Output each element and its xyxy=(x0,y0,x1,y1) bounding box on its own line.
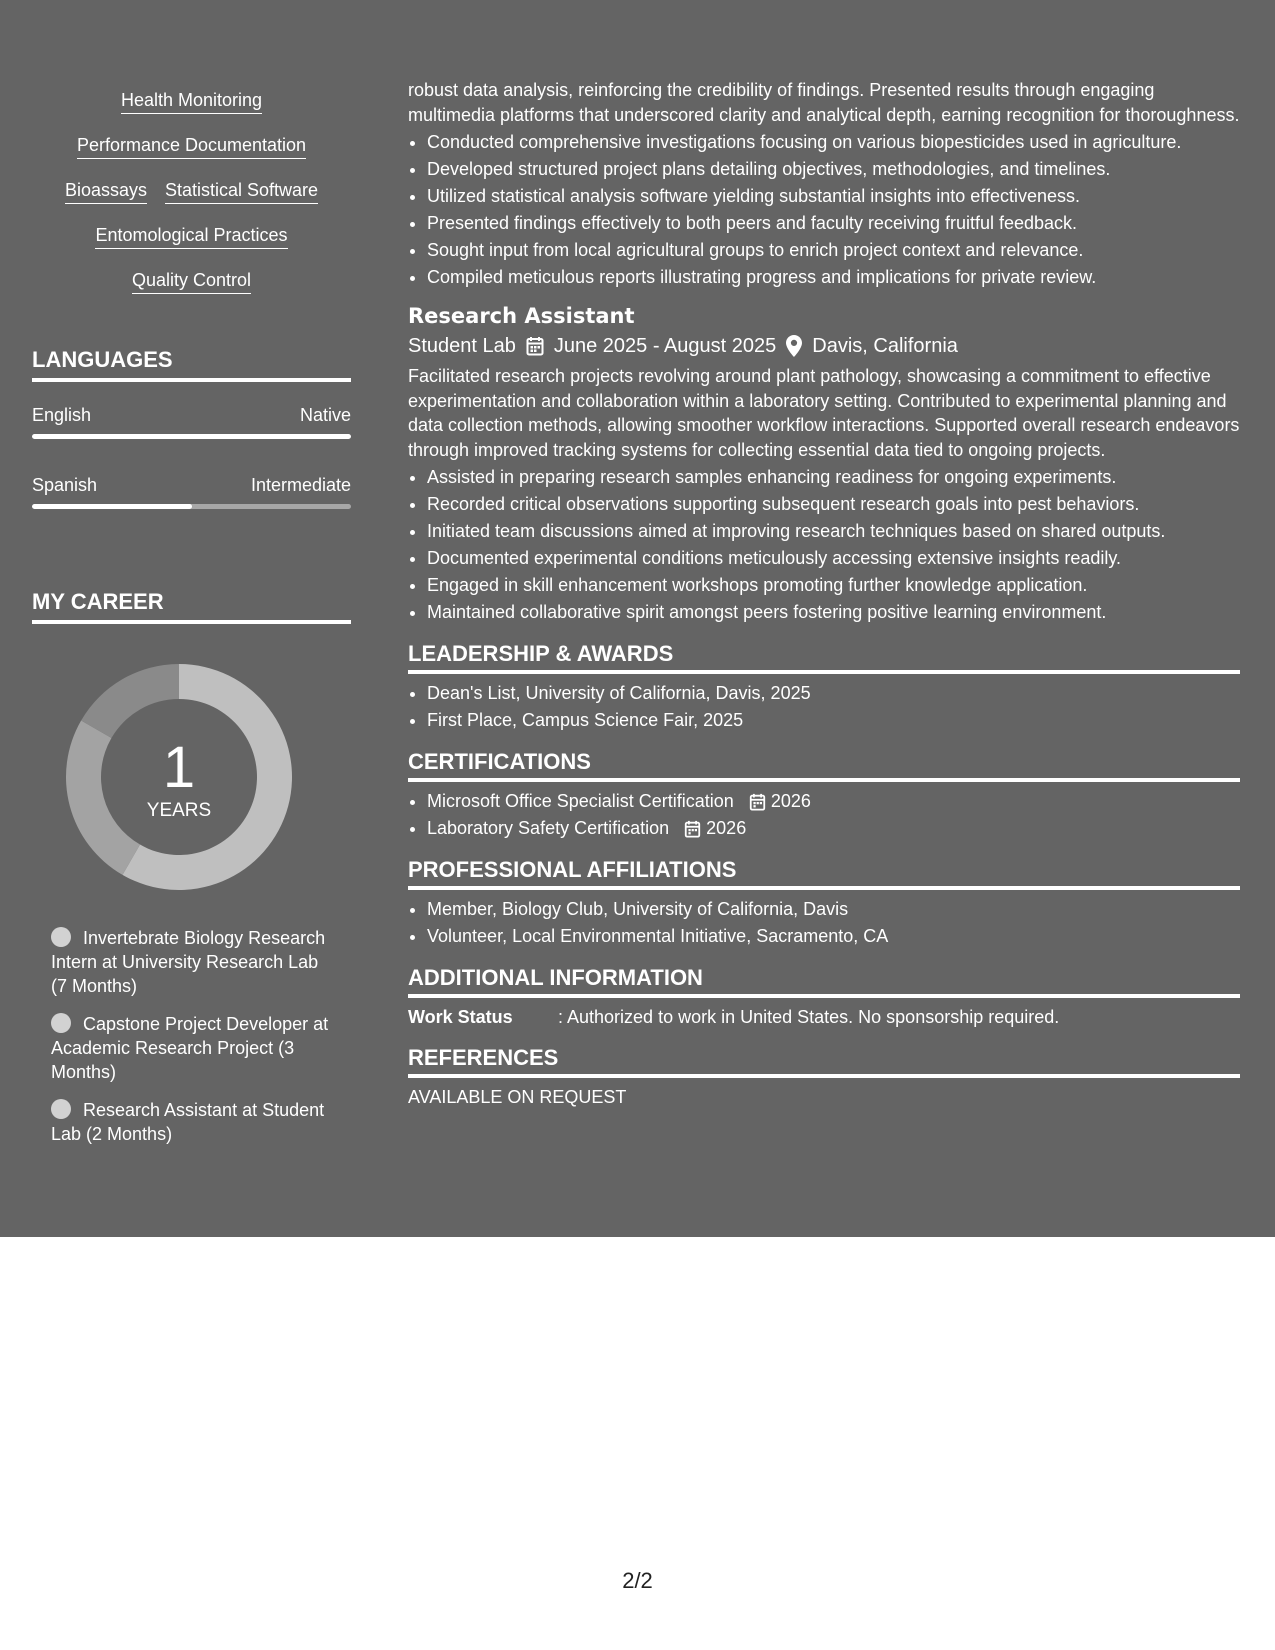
bullet-item: • Member, Biology Club, University of California, Davis xyxy=(427,896,1240,923)
certifications-list xyxy=(408,788,1240,842)
bullet-item: • Presented findings effectively to both peers and faculty receiving fruitful feedback. xyxy=(427,210,1240,237)
certification-item xyxy=(427,788,1240,815)
career-legend-item xyxy=(51,926,331,998)
legend-dot-icon xyxy=(51,927,71,947)
language-bar-english xyxy=(32,434,351,439)
bullet-item: • Compiled meticulous reports illustrating progress and implications for private review. xyxy=(427,264,1240,291)
work-status-label: Work Status xyxy=(408,1007,513,1027)
calendar-icon xyxy=(749,793,766,811)
location-pin-icon xyxy=(786,335,802,357)
bullet-item: • Engaged in skill enhancement workshops promoting further knowledge application. xyxy=(427,572,1240,599)
references-heading: REFERENCES xyxy=(408,1044,1240,1078)
language-row-spanish xyxy=(32,474,351,496)
right-column xyxy=(408,78,1240,1110)
bullet-item: • Sought input from local agricultural groups to enrich project context and relevance. xyxy=(427,237,1240,264)
skill-row xyxy=(32,133,351,178)
job-bullets xyxy=(408,464,1240,626)
language-name: Spanish xyxy=(32,475,98,495)
certification-name: Laboratory Safety Certification xyxy=(427,818,670,838)
certification-year: 2026 xyxy=(706,818,747,838)
experience-continued-bullets xyxy=(408,129,1240,291)
skill-tag: Statistical Software xyxy=(165,178,318,204)
job-title: Research Assistant xyxy=(408,304,635,328)
page-number: 2/2 xyxy=(622,1568,653,1593)
job-location: Davis, California xyxy=(812,335,958,357)
additional-info-heading: ADDITIONAL INFORMATION xyxy=(408,964,1240,998)
bullet-item: • Maintained collaborative spirit amongst peers fostering positive learning environment. xyxy=(427,599,1240,626)
career-legend-item xyxy=(51,1012,331,1084)
legend-dot-icon xyxy=(51,1099,71,1119)
job-dates: June 2025 - August 2025 xyxy=(553,335,777,357)
certifications-heading: CERTIFICATIONS xyxy=(408,748,1240,782)
affiliations-heading: PROFESSIONAL AFFILIATIONS xyxy=(408,856,1240,890)
language-bar-fill xyxy=(32,504,192,509)
bullet-item: • Volunteer, Local Environmental Initiative, Sacramento, CA xyxy=(427,923,1240,950)
language-row-english xyxy=(32,404,351,426)
career-legend-label: Capstone Project Developer at Academic Research Project (3 Months) xyxy=(51,1014,329,1082)
bullet-item: • Documented experimental conditions meticulously accessing extensive insights readily. xyxy=(427,545,1240,572)
skill-tag: Entomological Practices xyxy=(95,223,287,249)
bullet-item: • Conducted comprehensive investigations focusing on various biopesticides used in agriculture. xyxy=(427,129,1240,156)
languages-heading: LANGUAGES xyxy=(32,346,351,382)
calendar-icon xyxy=(684,820,701,838)
language-level: Intermediate xyxy=(250,475,351,495)
career-legend-label: Research Assistant at Student Lab (2 Months) xyxy=(51,1100,325,1144)
leadership-list xyxy=(408,680,1240,734)
leadership-heading: LEADERSHIP & AWARDS xyxy=(408,640,1240,674)
skill-row xyxy=(32,178,351,223)
language-name: English xyxy=(32,405,92,425)
skill-tag: Health Monitoring xyxy=(121,88,262,114)
skill-tag: Quality Control xyxy=(132,268,251,294)
certification-year: 2026 xyxy=(770,791,811,811)
bullet-item: • Dean's List, University of California, Davis, 2025 xyxy=(427,680,1240,707)
work-status-value: : Authorized to work in United States. No sponsorship required. xyxy=(558,1007,1060,1027)
certification-name: Microsoft Office Specialist Certification xyxy=(427,791,734,811)
skill-row xyxy=(32,88,351,133)
donut-segment xyxy=(81,664,179,738)
job-company: Student Lab xyxy=(408,335,516,357)
skill-tag: Bioassays xyxy=(65,178,147,204)
bullet-item: • First Place, Campus Science Fair, 2025 xyxy=(427,707,1240,734)
bullet-item: • Developed structured project plans detailing objectives, methodologies, and timelines. xyxy=(427,156,1240,183)
language-level: Native xyxy=(299,405,351,425)
experience-continued-text: robust data analysis, reinforcing the credibility of findings. Presented results through engaging multimedia platforms that underscored clarity and analytical depth, earning recognition for thoroughness. xyxy=(408,80,1240,125)
references-text: AVAILABLE ON REQUEST xyxy=(408,1087,627,1107)
career-legend xyxy=(51,926,331,1160)
work-status-row xyxy=(408,1004,1240,1030)
skill-row xyxy=(32,268,351,313)
legend-dot-icon xyxy=(51,1013,71,1033)
language-bar-spanish xyxy=(32,504,351,509)
affiliations-list xyxy=(408,896,1240,950)
language-bar-fill xyxy=(32,434,351,439)
skills-list xyxy=(32,88,351,313)
bullet-item: • Utilized statistical analysis software yielding substantial insights into effectiveness. xyxy=(427,183,1240,210)
certification-item xyxy=(427,815,1240,842)
career-heading: MY CAREER xyxy=(32,588,351,624)
job-meta xyxy=(408,331,1240,361)
bullet-item: • Recorded critical observations supporting subsequent research goals into pest behaviors. xyxy=(427,491,1240,518)
skill-row xyxy=(32,223,351,268)
calendar-icon xyxy=(526,336,544,356)
career-legend-label: Invertebrate Biology Research Intern at University Research Lab (7 Months) xyxy=(51,928,326,996)
career-total-unit: YEARS xyxy=(146,800,212,821)
bullet-item: • Assisted in preparing research samples enhancing readiness for ongoing experiments. xyxy=(427,464,1240,491)
career-total-value: 1 xyxy=(162,735,196,800)
bullet-item: • Initiated team discussions aimed at improving research techniques based on shared outputs. xyxy=(427,518,1240,545)
career-legend-item xyxy=(51,1098,331,1146)
job-summary: Facilitated research projects revolving around plant pathology, showcasing a commitment to effective experimentation and collaboration within a laboratory setting. Contributed to experimental planning and data collection methods, allowing smoother workflow interactions. Supported overall research endeavors through improved tracking systems for collecting essential data tied to ongoing projects. xyxy=(408,366,1240,460)
skill-tag: Performance Documentation xyxy=(77,133,306,159)
